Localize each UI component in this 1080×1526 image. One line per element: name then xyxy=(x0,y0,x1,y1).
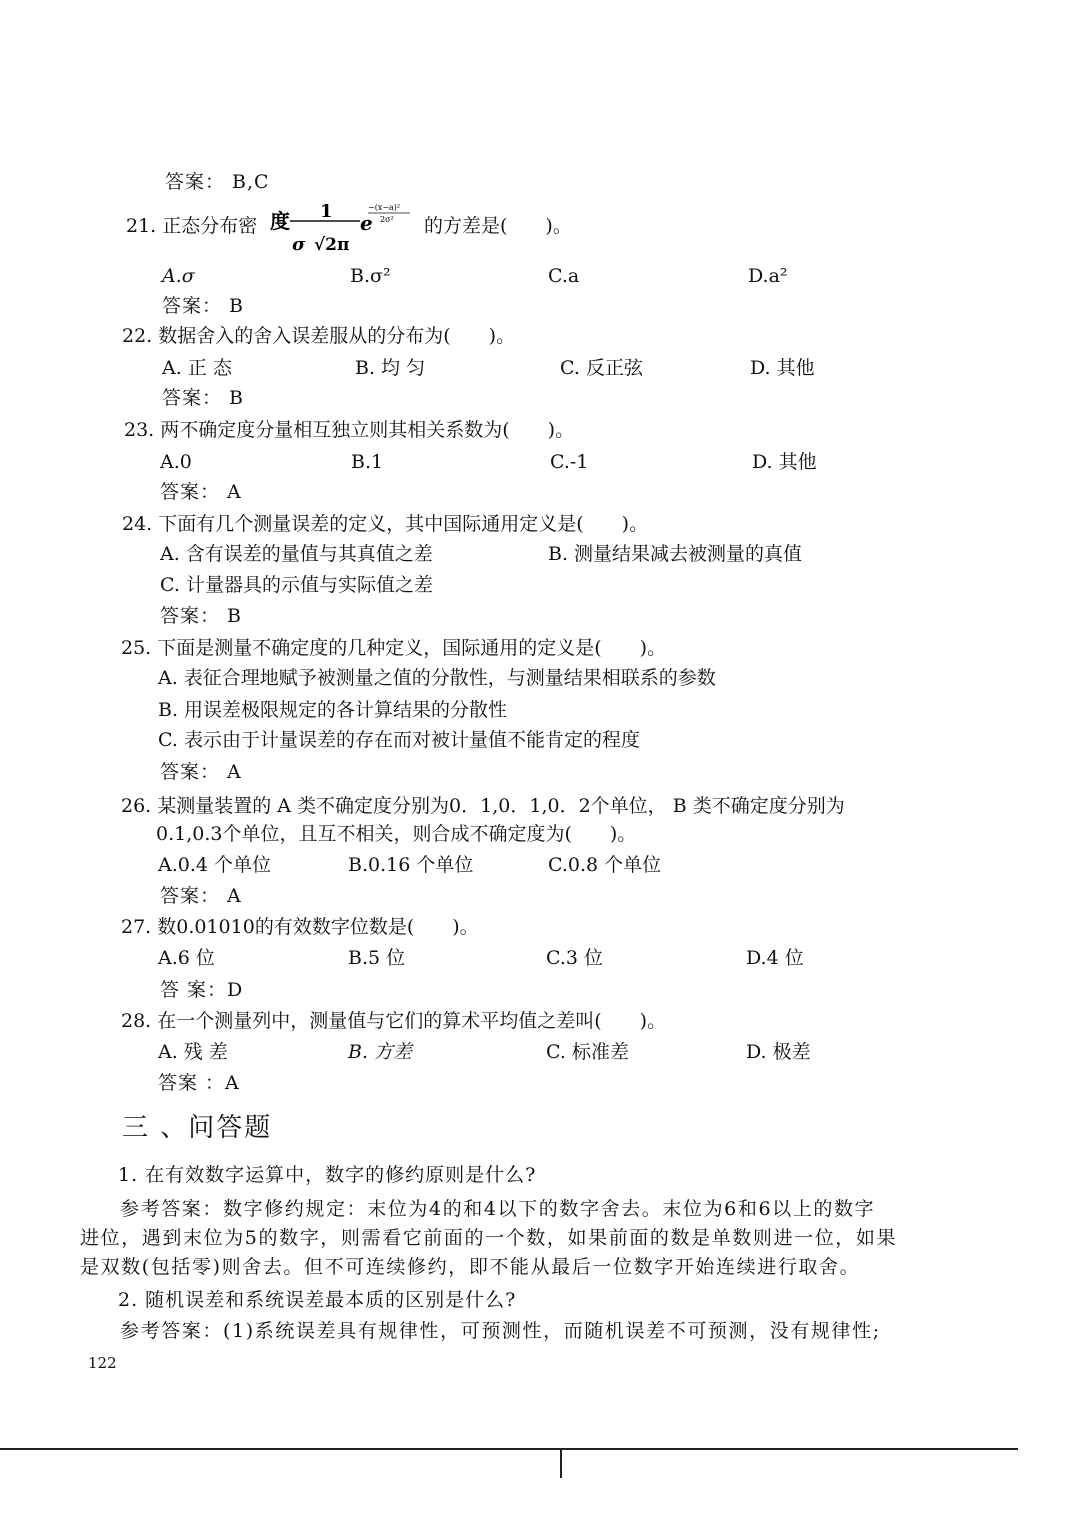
option-23-d: D. 其他 xyxy=(752,451,817,473)
question-25: 25. 下面是测量不确定度的几种定义，国际通用的定义是( )。 xyxy=(121,637,667,659)
answer-24: 答案： B xyxy=(160,605,243,627)
question-26-line2: 0.1,0.3个单位，且互不相关，则合成不确定度为( )。 xyxy=(156,823,637,845)
question-21-prefix: 21. 正态分布密 xyxy=(126,215,258,237)
option-26-b: B.0.16 个单位 xyxy=(348,854,474,876)
answer-21: 答案： B xyxy=(162,295,245,317)
option-28-a: A. 残 差 xyxy=(158,1041,228,1063)
option-24-b: B. 测量结果减去被测量的真值 xyxy=(548,543,803,565)
option-23-b: B.1 xyxy=(351,451,384,473)
option-22-b: B. 均 匀 xyxy=(355,357,426,379)
question-22: 22. 数据舍入的舍入误差服从的分布为( )。 xyxy=(122,325,516,347)
question-24: 24. 下面有几个测量误差的定义，其中国际通用定义是( )。 xyxy=(122,513,649,535)
bottom-center-mark xyxy=(560,1450,562,1478)
option-28-c: C. 标准差 xyxy=(546,1041,629,1063)
page-number: 122 xyxy=(88,1354,117,1372)
formula-exp-numerator: −(x−a)² xyxy=(368,203,401,212)
qa1-question: 1. 在有效数字运算中，数字的修约原则是什么? xyxy=(118,1164,537,1186)
question-23: 23. 两不确定度分量相互独立则其相关系数为( )。 xyxy=(124,419,575,441)
answer-23: 答案： A xyxy=(160,481,242,503)
option-22-c: C. 反正弦 xyxy=(560,357,643,379)
option-28-d: D. 极差 xyxy=(746,1041,811,1063)
option-26-c: C.0.8 个单位 xyxy=(548,854,662,876)
formula-e: e xyxy=(360,211,373,235)
normal-density-formula xyxy=(268,198,420,254)
option-24-c: C. 计量器具的示值与实际值之差 xyxy=(160,574,433,596)
formula-exp-denominator: 2σ² xyxy=(380,215,394,224)
option-22-d: D. 其他 xyxy=(750,357,815,379)
qa1-answer-line3: 是双数(包括零)则舍去。但不可连续修约，即不能从最后一位数字开始连续进行取舍。 xyxy=(80,1256,861,1278)
answer-27: 答 案：D xyxy=(160,979,244,1001)
formula-lead: 度 xyxy=(270,209,290,233)
bottom-rule xyxy=(0,1448,1018,1450)
option-25-a: A. 表征合理地赋予被测量之值的分散性，与测量结果相联系的参数 xyxy=(158,667,716,689)
option-26-a: A.0.4 个单位 xyxy=(158,854,272,876)
option-22-a: A. 正 态 xyxy=(162,357,232,379)
option-25-b: B. 用误差极限规定的各计算结果的分散性 xyxy=(158,699,508,721)
option-24-a: A. 含有误差的量值与其真值之差 xyxy=(160,543,433,565)
question-27: 27. 数0.01010的有效数字位数是( )。 xyxy=(121,916,479,938)
option-21-c: C.a xyxy=(548,265,580,287)
option-28-b: B. 方差 xyxy=(348,1041,413,1063)
qa1-answer-line1: 参考答案：数字修约规定：末位为4的和4以下的数字舍去。末位为6和6以上的数字 xyxy=(120,1198,876,1220)
option-21-b: B.σ² xyxy=(350,265,391,287)
formula-sigma: σ xyxy=(292,234,306,254)
answer-28: 答案 ：A xyxy=(158,1072,240,1094)
answer-20: 答案： B,C xyxy=(165,171,270,193)
answer-26: 答案： A xyxy=(160,885,242,907)
answer-25: 答案： A xyxy=(160,761,242,783)
option-21-d: D.a² xyxy=(748,265,788,287)
qa2-question: 2. 随机误差和系统误差最本质的区别是什么? xyxy=(118,1289,517,1311)
option-25-c: C. 表示由于计量误差的存在而对被计量值不能肯定的程度 xyxy=(158,729,640,751)
qa2-answer-line1: 参考答案：(1)系统误差具有规律性，可预测性，而随机误差不可预测，没有规律性; xyxy=(120,1320,881,1342)
answer-22: 答案： B xyxy=(162,387,245,409)
option-27-b: B.5 位 xyxy=(348,947,406,969)
option-27-c: C.3 位 xyxy=(546,947,604,969)
qa1-answer-line2: 进位，遇到末位为5的数字，则需看它前面的一个数，如果前面的数是单数则进一位，如果 xyxy=(80,1227,898,1249)
option-27-d: D.4 位 xyxy=(746,947,804,969)
question-26-line1: 26. 某测量装置的 A 类不确定度分别为0．1,0．1,0．2个单位， B 类不确定度分别为 xyxy=(121,795,845,817)
option-23-c: C.-1 xyxy=(550,451,589,473)
question-21-suffix: 的方差是( )。 xyxy=(424,215,572,237)
option-23-a: A.0 xyxy=(160,451,192,473)
question-28: 28. 在一个测量列中，测量值与它们的算术平均值之差叫( )。 xyxy=(121,1010,667,1032)
option-27-a: A.6 位 xyxy=(158,947,215,969)
option-21-a: A.σ xyxy=(162,265,195,287)
section-title: 三 、问答题 xyxy=(122,1113,273,1143)
formula-numerator: 1 xyxy=(320,201,333,222)
formula-sqrt: √2π xyxy=(314,235,350,254)
